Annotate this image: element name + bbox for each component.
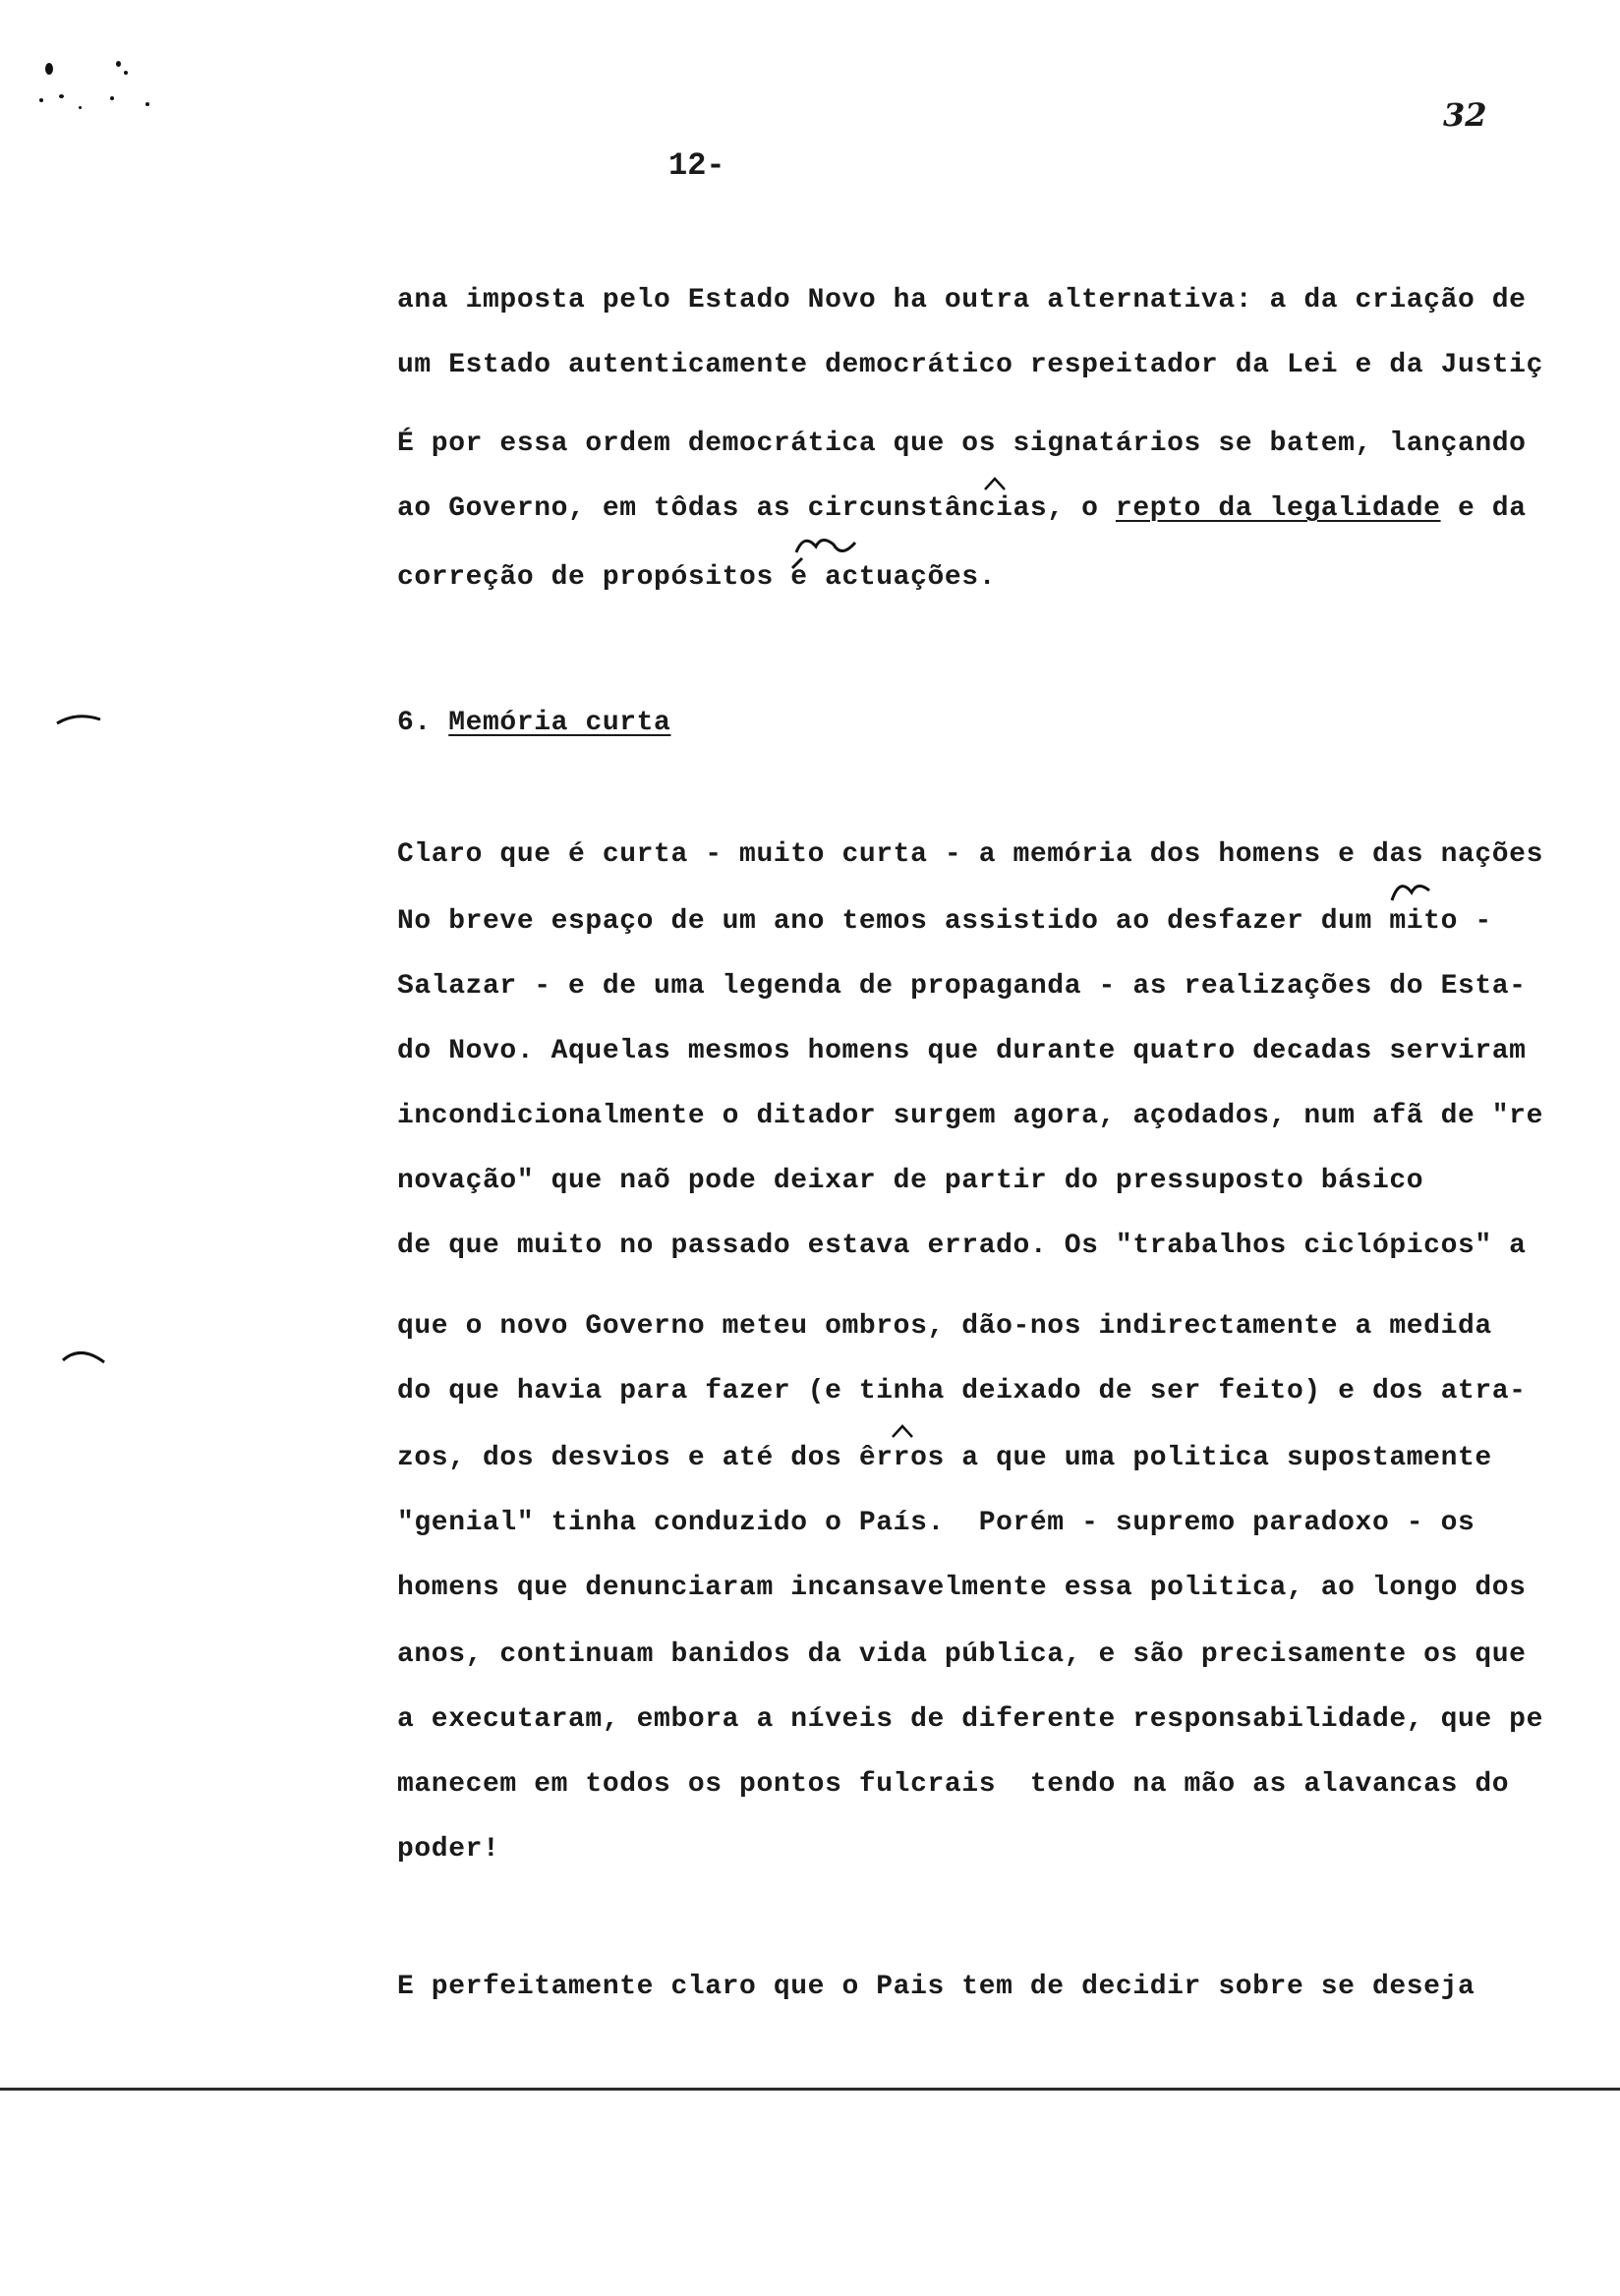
text-line: É por essa ordem democrática que os signatários se batem, lançando	[397, 429, 1527, 459]
text-line: ana imposta pelo Estado Novo ha outra alternativa: a da criação de	[397, 285, 1527, 316]
text-line: do que havia para fazer (e tinha deixado de ser feito) e dos atra-	[397, 1376, 1527, 1406]
handwritten-insertion	[782, 529, 891, 572]
section-title: Memória curta	[448, 708, 671, 738]
text-line: um Estado autenticamente democrático respeitador da Lei e da Justiç	[397, 350, 1543, 380]
text-line: manecem em todos os pontos fulcrais tendo na mão as alavancas do	[397, 1769, 1510, 1800]
text-line: "genial" tinha conduzido o País. Porém - supremo paradoxo - os	[397, 1508, 1475, 1538]
text-line: do Novo. Aquelas mesmos homens que durante quatro decadas serviram	[397, 1036, 1527, 1066]
underlined-phrase: repto da legalidade	[1115, 493, 1441, 524]
text-line: poder!	[397, 1834, 500, 1865]
section-number: 6.	[397, 708, 432, 738]
text-line: No breve espaço de um ano temos assistido ao desfazer dum mito -	[397, 906, 1492, 937]
text-segment: ao Governo, em tôdas as circunstâncias, o	[397, 493, 1116, 524]
handwritten-insertion	[1386, 873, 1445, 912]
text-line: anos, continuam banidos da vida pública, e são precisamente os que	[397, 1639, 1527, 1670]
text-line: que o novo Governo meteu ombros, dão-nos indirectamente a medida	[397, 1311, 1492, 1342]
text-segment: e da	[1440, 493, 1527, 524]
text-line: de que muito no passado estava errado. Os "trabalhos ciclópicos" a	[397, 1231, 1527, 1261]
text-line: a executaram, embora a níveis de diferente responsabilidade, que pe	[397, 1704, 1543, 1735]
bottom-rule	[0, 2088, 1620, 2091]
margin-mark-upper	[55, 710, 104, 729]
text-line: Claro que é curta - muito curta - a memória dos homens e das nações	[397, 839, 1543, 870]
section-heading	[397, 708, 670, 738]
text-line: incondicionalmente o ditador surgem agora, açodados, num afã de "re	[397, 1101, 1543, 1131]
margin-mark-lower	[61, 1345, 110, 1370]
text-line: zos, dos desvios e até dos êrros a que uma politica supostamente	[397, 1443, 1492, 1473]
text-line: homens que denunciaram incansavelmente essa politica, ao longo dos	[397, 1573, 1527, 1603]
handwritten-caret	[983, 476, 1007, 491]
text-line: E perfeitamente claro que o Pais tem de decidir sobre se deseja	[397, 1972, 1475, 2002]
page-number: 12-	[668, 147, 725, 184]
handwritten-caret	[891, 1423, 914, 1439]
folio-number: 32	[1443, 96, 1487, 134]
text-line: Salazar - e de uma legenda de propaganda - as realizações do Esta-	[397, 971, 1527, 1002]
text-line	[397, 493, 1527, 524]
text-line: novação" que naõ pode deixar de partir do pressuposto básico	[397, 1166, 1424, 1196]
text-line: correção de propósitos e actuações.	[397, 562, 997, 593]
